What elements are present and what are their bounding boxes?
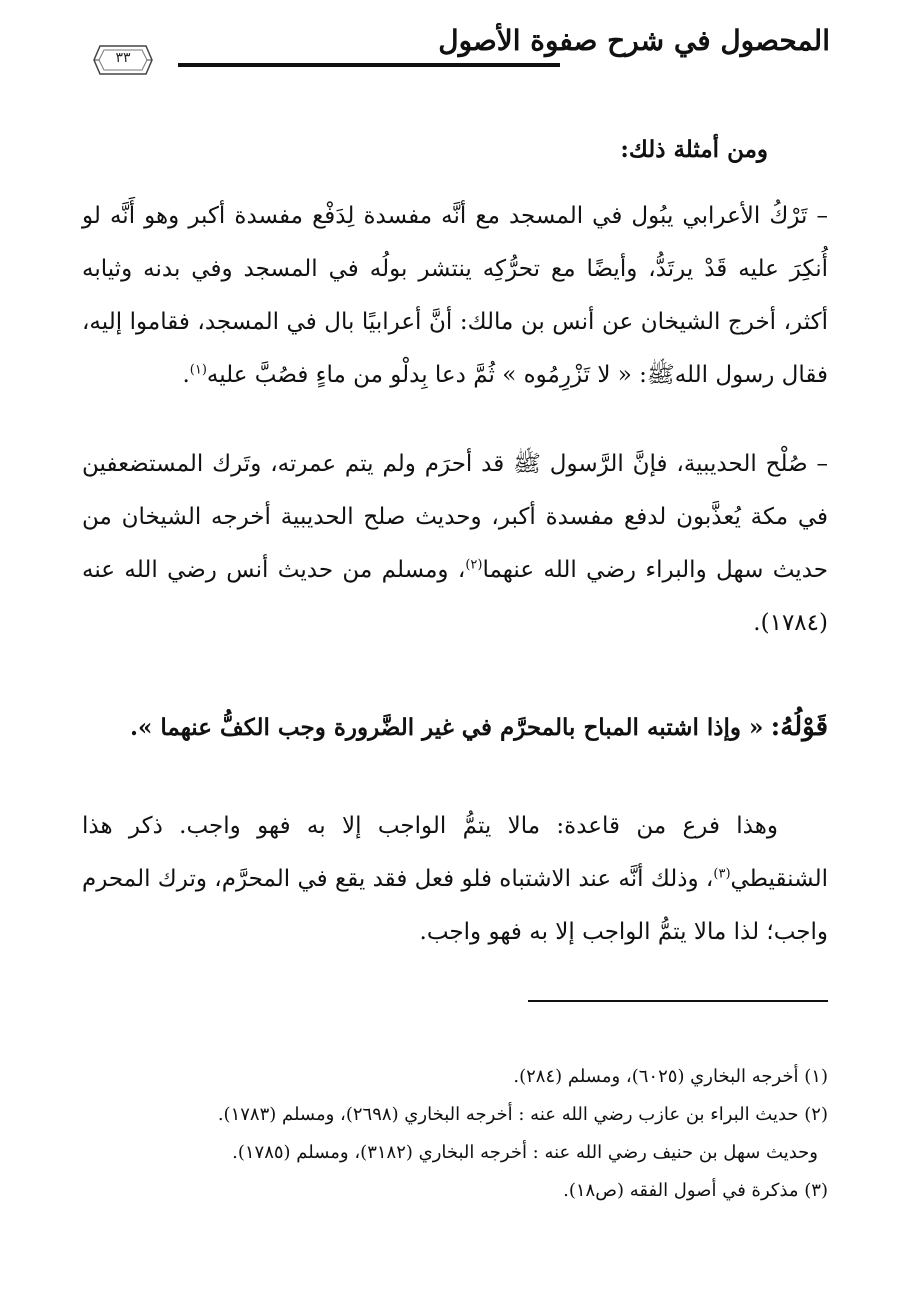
page-number: ٣٣ bbox=[115, 50, 131, 66]
footnote-2-continued: وحديث سهل بن حنيف رضي الله عنه : أخرجه البخاري (٣١٨٢)، ومسلم (١٧٨٥). bbox=[232, 1142, 818, 1163]
page-number-badge bbox=[92, 44, 154, 76]
footnote-1: (١) أخرجه البخاري (٦٠٢٥)، ومسلم (٢٨٤). bbox=[513, 1066, 828, 1087]
footnote-ref-1[interactable]: (١) bbox=[189, 362, 207, 378]
quoted-statement bbox=[130, 712, 828, 742]
paragraph-2-text-a: – صُلْح الحديبية، فإنَّ الرَّسول ﷺ قد أحرَم ولم يتم عمرته، وتَرك المستضعفين في مكة يُعذَّبون لدفع مفسدة أكبر، وحديث صلح الحديبية أخرجه الشيخان من حديث سهل والبراء رضي الله عنهما bbox=[82, 451, 828, 583]
paragraph-1-text: – تَرْكُ الأعرابي يبُول في المسجد مع أنَّه مفسدة لِدَفْع مفسدة أكبر وهو أَنَّه لو أُنكِرَ عليه قَدْ يرتَدُّ، وأيضًا مع تحرُّكِه ينتشر بولُه في المسجد وفي بدنه وثيابه أكثر، أخرج الشيخان عن أنس بن مالك: أنَّ أعرابيًا بال في المسجد، فقاموا إليه، فقال رسول اللهﷺ: « لا تَزْرِمُوه » ثُمَّ دعا بِدلْو من ماءٍ فصُبَّ عليه bbox=[82, 203, 828, 388]
paragraph-2 bbox=[82, 438, 828, 650]
book-title: المحصول في شرح صفوة الأصول bbox=[438, 24, 830, 57]
quote-label: قَوْلُهُ: bbox=[770, 712, 828, 742]
paragraph-3-text-a: وهذا فرع من قاعدة: مالا يتمُّ الواجب إلا به فهو واجب. ذكر هذا الشنقيطي bbox=[82, 813, 828, 892]
footnote-separator bbox=[528, 1000, 828, 1002]
paragraph-2-text-b: ، ومسلم من حديث أنس رضي الله عنه (١٧٨٤). bbox=[82, 557, 828, 636]
quote-text: « وإذا اشتبه المباح بالمحرَّم في غير الضَّرورة وجب الكفُّ عنهما ». bbox=[130, 714, 764, 741]
footnote-ref-3[interactable]: (٣) bbox=[713, 866, 731, 882]
footnotes bbox=[82, 1058, 828, 1210]
footnote-ref-2[interactable]: (٢) bbox=[465, 557, 483, 573]
paragraph-3-text-b: ، وذلك أنَّه عند الاشتباه فلو فعل فقد يقع في المحرَّم، وترك المحرم واجب؛ لذا مالا يتمُّ الواجب إلا به فهو واجب. bbox=[82, 866, 828, 945]
footnote-2: (٢) حديث البراء بن عازب رضي الله عنه : أخرجه البخاري (٢٦٩٨)، ومسلم (١٧٨٣). bbox=[217, 1104, 828, 1125]
footnote-3: (٣) مذكرة في أصول الفقه (ص١٨). bbox=[563, 1180, 828, 1201]
section-heading: ومن أمثلة ذلك: bbox=[620, 136, 768, 163]
page-header bbox=[0, 0, 910, 110]
paragraph-1-end: . bbox=[182, 362, 190, 388]
header-rule bbox=[178, 63, 560, 67]
paragraph-3 bbox=[82, 800, 828, 959]
paragraph-1 bbox=[82, 190, 828, 402]
